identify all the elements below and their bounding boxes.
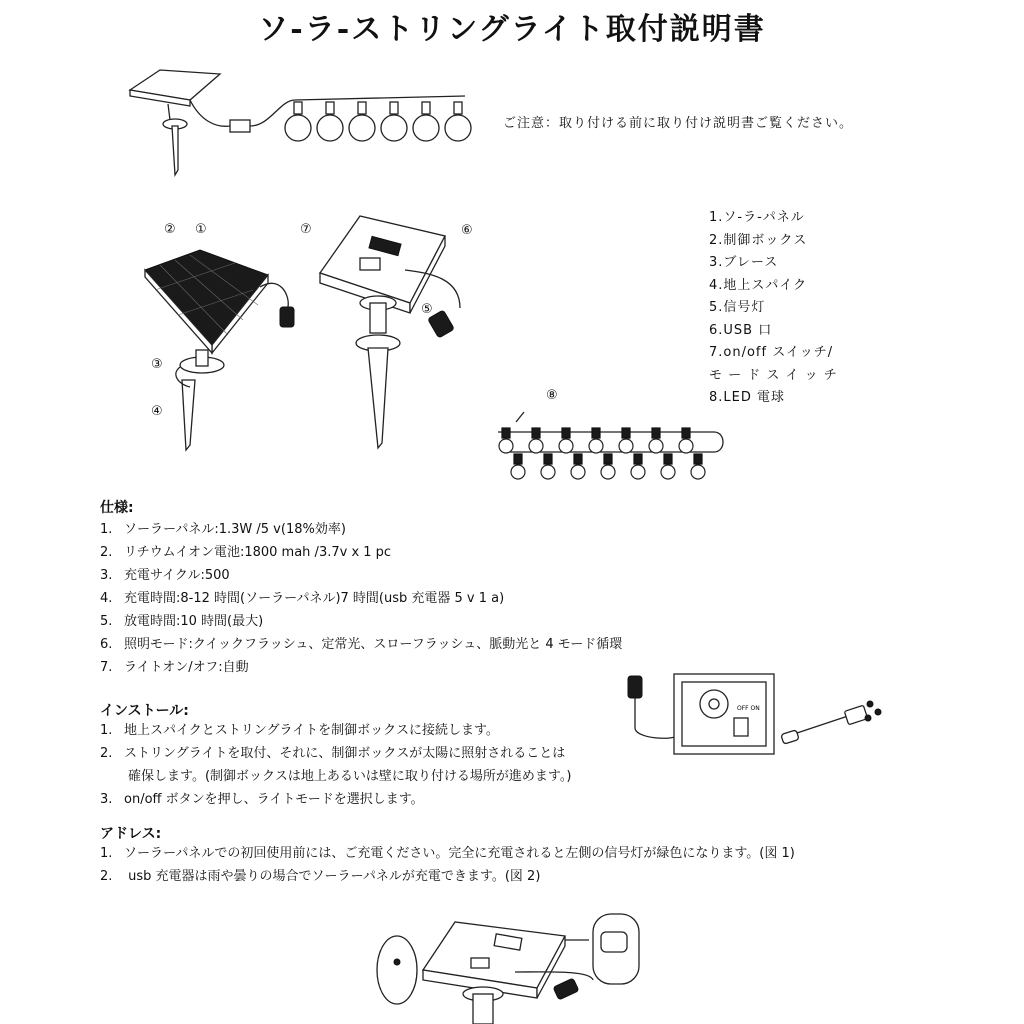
spec-num: 5.: [100, 614, 113, 629]
figure-label: OFF ON: [737, 705, 760, 712]
spec-item: [100, 518, 622, 541]
callout-3: ③: [151, 357, 163, 372]
callout-5: ⑤: [421, 302, 433, 317]
install-text: on/off ボタンを押し、ライトモードを選択します。: [124, 792, 424, 807]
spec-item: [100, 656, 622, 679]
control-box-illustration: [310, 208, 480, 453]
spec-item: [100, 541, 622, 564]
page-title: ソ-ラ-ストリングライト取付説明書: [258, 12, 766, 47]
install-text: 確保します。(制御ボックスは地上あるいは壁に取り付ける場所が進めます。): [128, 769, 572, 784]
install-num: 1.: [100, 723, 113, 738]
solar-panel: [145, 250, 268, 353]
spec-num: 3.: [100, 568, 113, 583]
spec-num: 2.: [100, 545, 113, 560]
install-num: 3.: [100, 792, 113, 807]
spec-num: 7.: [100, 660, 113, 675]
address-num: 1.: [100, 846, 113, 861]
install-text: ストリングライトを取付、それに、制御ボックスが太陽に照射されることは: [124, 746, 566, 761]
address-text: ソーラーパネルでの初回使用前には、ご充電ください。完全に充電されると左側の信号灯が緑色になります。(図 1): [124, 846, 795, 861]
address-item: [100, 842, 795, 865]
spec-text: 充電時間:8-12 時間(ソーラーパネル)7 時間(usb 充電器 5 v 1 a): [124, 591, 505, 606]
spec-text: ソーラーパネル:1.3W /5 v(18%効率): [124, 522, 346, 537]
string-lights-illustration: [494, 400, 729, 490]
part-item: 4.地上スパイク: [709, 277, 808, 293]
part-item: 6.USB 口: [709, 322, 773, 338]
address-num: 2.: [100, 869, 113, 884]
overview-illustration: [120, 60, 500, 180]
address-item: [100, 865, 795, 888]
part-item: 8.LED 電球: [709, 390, 786, 405]
spec-num: 1.: [100, 522, 113, 537]
spec-text: ライトオン/オフ:自動: [124, 660, 249, 675]
spec-item: [100, 610, 622, 633]
install-illustration: [622, 668, 892, 768]
specs-list: [100, 518, 622, 679]
spec-num: 6.: [100, 637, 113, 652]
bulb-group: [285, 102, 471, 141]
spec-item: [100, 633, 622, 656]
bottom-illustration: [375, 910, 645, 1024]
spec-text: 充電サイクル:500: [124, 568, 230, 583]
spec-item: [100, 564, 622, 587]
spec-item: [100, 587, 622, 610]
callout-4: ④: [151, 404, 163, 419]
spec-text: リチウムイオン電池:1800 mah /3.7v x 1 pc: [124, 545, 392, 560]
address-heading: アドレス:: [100, 826, 162, 842]
install-item: [100, 719, 571, 742]
install-item: [100, 765, 571, 788]
install-list: [100, 719, 571, 811]
callout-7: ⑦: [300, 222, 312, 237]
part-item: 2.制御ボックス: [709, 232, 808, 248]
part-item: 3.ブレース: [709, 255, 779, 270]
install-heading: インストール:: [100, 703, 189, 719]
panel-stake-illustration: [140, 215, 310, 455]
parts-list: [709, 207, 838, 410]
callout-6: ⑥: [461, 223, 473, 238]
notice-text: ご注意：取り付ける前に取り付け説明書ご覧ください。: [503, 116, 854, 131]
part-item: 1.ソ-ラ-パネル: [709, 210, 805, 225]
install-text: 地上スパイクとストリングライトを制御ボックスに接続します。: [124, 723, 499, 738]
spec-num: 4.: [100, 591, 113, 606]
bulb-row-bottom: [511, 454, 705, 479]
address-list: [100, 842, 795, 888]
part-item: 5.信号灯: [709, 300, 766, 315]
install-num: 2.: [100, 746, 113, 761]
install-item: [100, 788, 571, 811]
callout-2: ②: [164, 222, 176, 237]
callout-8: ⑧: [546, 388, 558, 403]
specs-heading: 仕様:: [100, 500, 134, 516]
install-item: [100, 742, 571, 765]
spec-text: 照明モード:クイックフラッシュ、定常光、スローフラッシュ、脈動光と 4 モード循環: [124, 637, 623, 652]
part-item: 7.on/off スイッチ/: [709, 345, 834, 360]
callout-1: ①: [195, 222, 207, 237]
part-item: モ ー ド ス イ ッ チ: [709, 367, 838, 383]
spec-text: 放電時間:10 時間(最大): [124, 614, 264, 629]
address-text: usb 充電器は雨や曇りの場合でソーラーパネルが充電できます。(図 2): [124, 869, 541, 884]
